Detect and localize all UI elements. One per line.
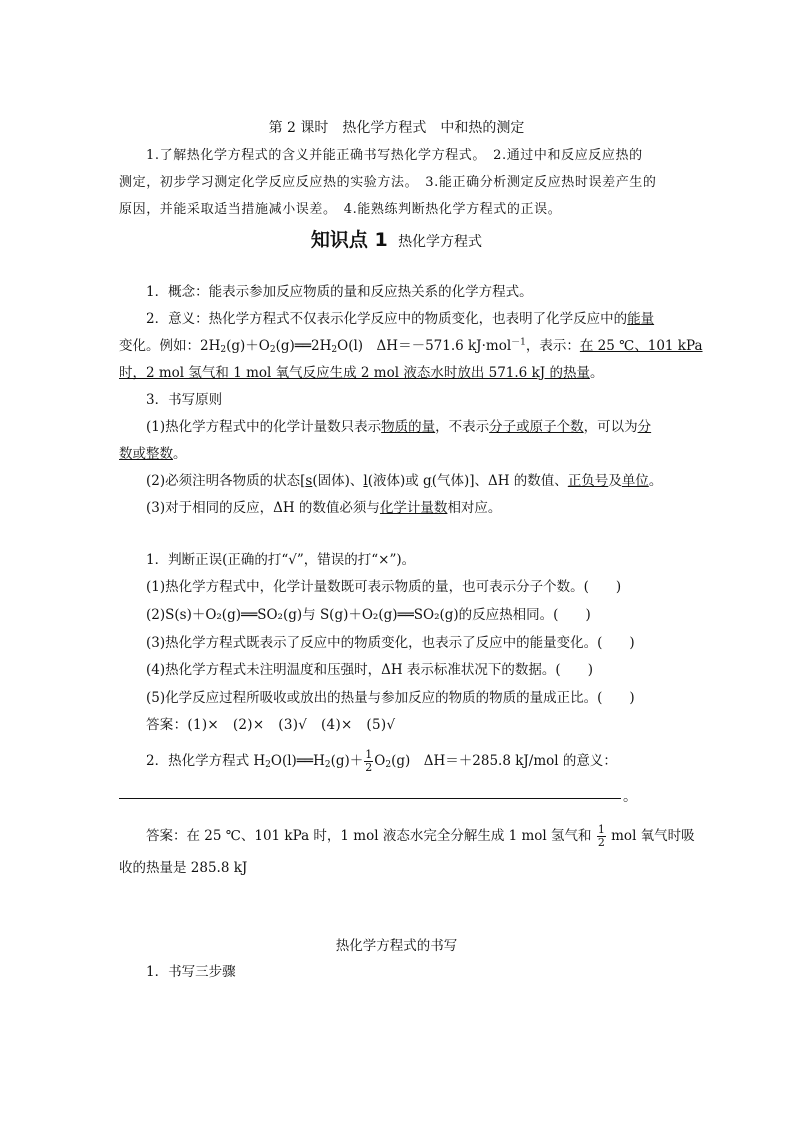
principle-1-line-1: (1)热化学方程式中的化学计量数只表示物质的量，不表示分子或原子个数，可以为分 bbox=[146, 419, 652, 435]
knowledge-point-heading bbox=[119, 228, 674, 254]
exercise-1-item: (5)化学反应过程所吸收或放出的热量与参加反应的物质的物质的量成正比。( ) bbox=[146, 690, 635, 706]
exercise-1-item: (3)热化学方程式既表示了反应中的物质变化，也表示了反应中的能量变化。( ) bbox=[146, 635, 635, 651]
objectives-line-3: 原因，并能采取适当措施减小误差。 4.能熟练判断热化学方程式的正误。 bbox=[119, 202, 562, 217]
objectives-line-2: 测定，初步学习测定化学反应反应热的实验方法。 3.能正确分析测定反应热时误差产生的 bbox=[119, 175, 657, 190]
principle-1-line-2: 数或整数。 bbox=[119, 446, 187, 462]
exercise-1-title: 1．判断正误(正确的打“√”，错误的打“×”)。 bbox=[146, 552, 416, 568]
meaning-line-1: 2．意义：热化学方程式不仅表示化学反应中的物质变化，也表明了化学反应中的能量 bbox=[146, 311, 655, 327]
principle-3: (3)对于相同的反应，ΔH 的数值必须与化学计量数相对应。 bbox=[146, 500, 502, 516]
answer-blank-line bbox=[119, 798, 621, 799]
knowledge-point-topic: 热化学方程式 bbox=[398, 234, 483, 250]
section-step-title: 1．书写三步骤 bbox=[146, 964, 236, 980]
exercise-2-answer-line-1: 答案：在 25 ℃、101 kPa 时，1 mol 液态水完全分解生成 1 mol 氢气和 $\frac{1}{2}$ mol 氧气时吸 bbox=[146, 823, 695, 849]
principles-title: 3．书写原则 bbox=[146, 392, 223, 408]
objectives-line-1: 1.了解热化学方程式的含义并能正确书写热化学方程式。 2.通过中和反应反应热的 bbox=[146, 148, 643, 163]
exercise-1-item: (2)S(s)＋O₂(g)══SO₂(g)与 S(g)＋O₂(g)══SO₂(g)的反应热相同。( ) bbox=[146, 607, 591, 623]
concept-text: 1．概念：能表示参加反应物质的量和反应热关系的化学方程式。 bbox=[146, 284, 533, 300]
knowledge-point-label: 知识点 1 bbox=[310, 229, 388, 251]
exercise-1-answer: 答案：(1)× (2)× (3)√ (4)× (5)√ bbox=[146, 717, 396, 733]
fraction-half: $\frac{1}{2}$ bbox=[597, 823, 605, 849]
exercise-2-question: 2．热化学方程式 $H_2O(l)══H_2(g)+$ $\frac{1}{2}$ $O_2(g)$ ΔH＝＋285.8 kJ/mol 的意义： bbox=[146, 748, 617, 774]
lesson-title: 第 2 课时 热化学方程式 中和热的测定 bbox=[268, 120, 525, 136]
meaning-line-3: 时，2 mol 氢气和 1 mol 氧气反应生成 2 mol 液态水时放出 571.6 kJ 的热量。 bbox=[119, 365, 604, 381]
exercise-1-item: (4)热化学方程式未注明温度和压强时，ΔH 表示标准状况下的数据。( ) bbox=[146, 662, 593, 678]
section-title: 热化学方程式的书写 bbox=[335, 938, 458, 954]
exercise-2-answer-line-2: 收的热量是 285.8 kJ bbox=[119, 860, 248, 876]
meaning-line-2: 变化。例如：$2H_2(g)+O_2(g)══2H_2O(l)$ ΔH＝－571.6 kJ·mol$^{-1}$，表示：在 25 ℃、101 kPa bbox=[119, 337, 703, 355]
answer-blank-period: 。 bbox=[623, 789, 637, 805]
fraction-half: $\frac{1}{2}$ bbox=[365, 748, 373, 774]
exercise-1-item: (1)热化学方程式中，化学计量数既可表示物质的量，也可表示分子个数。( ) bbox=[146, 579, 622, 595]
principle-2: (2)必须注明各物质的状态[s(固体)、l(液体)或 g(气体)]、ΔH 的数值、正负号及单位。 bbox=[146, 473, 663, 489]
